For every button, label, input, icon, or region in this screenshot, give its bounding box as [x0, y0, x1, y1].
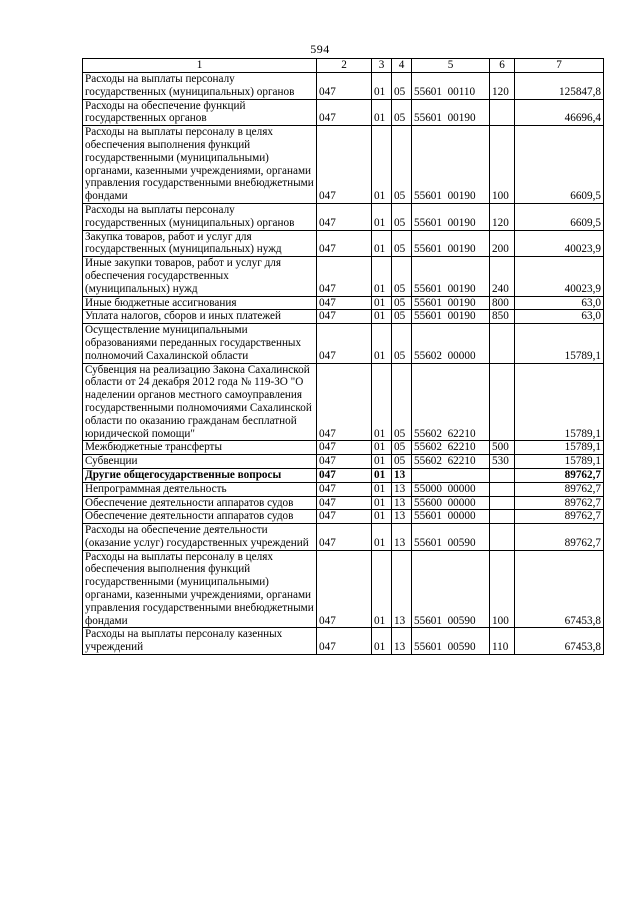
table-row: [83, 99, 604, 126]
section-code-cell: 01: [372, 310, 392, 324]
expense-type-cell: [490, 482, 515, 496]
section-code-cell: 01: [372, 524, 392, 551]
subsection-code-cell: 13: [392, 510, 412, 524]
expense-type-cell: 800: [490, 296, 515, 310]
section-code-cell: 01: [372, 257, 392, 296]
column-number-row: [83, 59, 604, 73]
subsection-code-cell: 13: [392, 550, 412, 628]
ministry-code-cell: 047: [317, 257, 372, 296]
line-item-name: Расходы на выплаты персоналу казенных учреждений: [83, 628, 317, 655]
expense-type-cell: 850: [490, 310, 515, 324]
ministry-code-cell: 047: [317, 524, 372, 551]
expense-type-cell: [490, 468, 515, 482]
amount-cell: 89762,7: [515, 524, 604, 551]
ministry-code-cell: 047: [317, 510, 372, 524]
ministry-code-cell: 047: [317, 482, 372, 496]
table-row: [83, 524, 604, 551]
section-code-cell: 01: [372, 73, 392, 100]
target-article-cell: 55602 62210: [412, 363, 490, 441]
expense-type-cell: 110: [490, 628, 515, 655]
line-item-name: Непрограммная деятельность: [83, 482, 317, 496]
amount-cell: 15789,1: [515, 441, 604, 455]
section-code-cell: 01: [372, 496, 392, 510]
table-row: [83, 550, 604, 628]
table-row: [83, 203, 604, 230]
subsection-code-cell: 13: [392, 524, 412, 551]
table-row: [83, 296, 604, 310]
budget-table: [82, 58, 604, 655]
subsection-code-cell: 05: [392, 455, 412, 469]
line-item-name: Обеспечение деятельности аппаратов судов: [83, 496, 317, 510]
section-code-cell: 01: [372, 296, 392, 310]
table-row: [83, 455, 604, 469]
subsection-code-cell: 05: [392, 230, 412, 257]
line-item-name: Субвенция на реализацию Закона Сахалинской области от 24 декабря 2012 года № 119-ЗО "О наделении органов местного самоуправления государственными полномочиями Сахалинской области по оказанию гражданам бесплатной юридической помощи": [83, 363, 317, 441]
section-code-cell: 01: [372, 482, 392, 496]
expense-type-cell: [490, 324, 515, 363]
amount-cell: 67453,8: [515, 628, 604, 655]
column-header: 1: [83, 59, 317, 73]
amount-cell: 63,0: [515, 310, 604, 324]
target-article-cell: 55601 00590: [412, 524, 490, 551]
target-article-cell: 55600 00000: [412, 496, 490, 510]
ministry-code-cell: 047: [317, 628, 372, 655]
section-code-cell: 01: [372, 455, 392, 469]
line-item-name: Другие общегосударственные вопросы: [83, 468, 317, 482]
line-item-name: Уплата налогов, сборов и иных платежей: [83, 310, 317, 324]
ministry-code-cell: 047: [317, 126, 372, 204]
column-header: 5: [412, 59, 490, 73]
table-row: [83, 230, 604, 257]
subsection-code-cell: 05: [392, 310, 412, 324]
target-article-cell: 55601 00110: [412, 73, 490, 100]
section-code-cell: 01: [372, 203, 392, 230]
ministry-code-cell: 047: [317, 496, 372, 510]
target-article-cell: 55601 00000: [412, 510, 490, 524]
expense-type-cell: 500: [490, 441, 515, 455]
table-row: [83, 496, 604, 510]
amount-cell: 46696,4: [515, 99, 604, 126]
subsection-code-cell: 13: [392, 496, 412, 510]
section-code-cell: 01: [372, 510, 392, 524]
expense-type-cell: [490, 510, 515, 524]
expense-type-cell: [490, 496, 515, 510]
amount-cell: 40023,9: [515, 230, 604, 257]
expense-type-cell: [490, 524, 515, 551]
line-item-name: Расходы на выплаты персоналу в целях обеспечения выполнения функций государственными (муниципальными) органами, казенными учреждениями, органами управления государственными внебюджетными фондами: [83, 126, 317, 204]
line-item-name: Расходы на обеспечение функций государственных органов: [83, 99, 317, 126]
subsection-code-cell: 05: [392, 363, 412, 441]
expense-type-cell: 240: [490, 257, 515, 296]
amount-cell: 89762,7: [515, 510, 604, 524]
target-article-cell: 55601 00190: [412, 257, 490, 296]
ministry-code-cell: 047: [317, 73, 372, 100]
ministry-code-cell: 047: [317, 468, 372, 482]
line-item-name: Субвенции: [83, 455, 317, 469]
expense-type-cell: [490, 363, 515, 441]
line-item-name: Межбюджетные трансферты: [83, 441, 317, 455]
subsection-code-cell: 05: [392, 324, 412, 363]
target-article-cell: 55601 00190: [412, 126, 490, 204]
table-row: [83, 468, 604, 482]
target-article-cell: 55601 00190: [412, 99, 490, 126]
section-code-cell: 01: [372, 468, 392, 482]
line-item-name: Иные закупки товаров, работ и услуг для обеспечения государственных (муниципальных) нужд: [83, 257, 317, 296]
section-code-cell: 01: [372, 441, 392, 455]
section-code-cell: 01: [372, 126, 392, 204]
subsection-code-cell: 05: [392, 257, 412, 296]
subsection-code-cell: 05: [392, 441, 412, 455]
ministry-code-cell: 047: [317, 550, 372, 628]
table-row: [83, 310, 604, 324]
section-code-cell: 01: [372, 550, 392, 628]
expense-type-cell: 530: [490, 455, 515, 469]
section-code-cell: 01: [372, 99, 392, 126]
target-article-cell: 55601 00190: [412, 230, 490, 257]
table-row: [83, 363, 604, 441]
table-row: [83, 441, 604, 455]
target-article-cell: 55601 00590: [412, 550, 490, 628]
subsection-code-cell: 05: [392, 99, 412, 126]
target-article-cell: 55601 00190: [412, 296, 490, 310]
subsection-code-cell: 05: [392, 296, 412, 310]
ministry-code-cell: 047: [317, 203, 372, 230]
amount-cell: 63,0: [515, 296, 604, 310]
ministry-code-cell: 047: [317, 230, 372, 257]
amount-cell: 15789,1: [515, 363, 604, 441]
subsection-code-cell: 13: [392, 482, 412, 496]
amount-cell: 89762,7: [515, 496, 604, 510]
amount-cell: 67453,8: [515, 550, 604, 628]
subsection-code-cell: 05: [392, 126, 412, 204]
amount-cell: 15789,1: [515, 455, 604, 469]
target-article-cell: 55601 00190: [412, 310, 490, 324]
target-article-cell: 55602 62210: [412, 455, 490, 469]
subsection-code-cell: 05: [392, 73, 412, 100]
ministry-code-cell: 047: [317, 363, 372, 441]
line-item-name: Закупка товаров, работ и услуг для государственных (муниципальных) нужд: [83, 230, 317, 257]
table-row: [83, 257, 604, 296]
table-row: [83, 324, 604, 363]
amount-cell: 6609,5: [515, 126, 604, 204]
ministry-code-cell: 047: [317, 310, 372, 324]
table-row: [83, 510, 604, 524]
line-item-name: Расходы на выплаты персоналу государственных (муниципальных) органов: [83, 203, 317, 230]
column-header: 4: [392, 59, 412, 73]
column-header: 3: [372, 59, 392, 73]
amount-cell: 40023,9: [515, 257, 604, 296]
ministry-code-cell: 047: [317, 441, 372, 455]
expense-type-cell: [490, 99, 515, 126]
line-item-name: Расходы на обеспечение деятельности (оказание услуг) государственных учреждений: [83, 524, 317, 551]
line-item-name: Расходы на выплаты персоналу в целях обеспечения выполнения функций государственными (муниципальными) органами, казенными учреждениями, органами управления государственными внебюджетными фондами: [83, 550, 317, 628]
subsection-code-cell: 13: [392, 468, 412, 482]
target-article-cell: 55602 62210: [412, 441, 490, 455]
line-item-name: Осуществление муниципальными образованиями переданных государственных полномочий Сахалинской области: [83, 324, 317, 363]
amount-cell: 89762,7: [515, 468, 604, 482]
expense-type-cell: 120: [490, 73, 515, 100]
target-article-cell: 55601 00190: [412, 203, 490, 230]
line-item-name: Расходы на выплаты персоналу государственных (муниципальных) органов: [83, 73, 317, 100]
expense-type-cell: 100: [490, 126, 515, 204]
table-row: [83, 73, 604, 100]
amount-cell: 6609,5: [515, 203, 604, 230]
expense-type-cell: 200: [490, 230, 515, 257]
subsection-code-cell: 13: [392, 628, 412, 655]
target-article-cell: 55601 00590: [412, 628, 490, 655]
section-code-cell: 01: [372, 628, 392, 655]
expense-type-cell: 120: [490, 203, 515, 230]
ministry-code-cell: 047: [317, 455, 372, 469]
table-row: [83, 126, 604, 204]
table-row: [83, 482, 604, 496]
target-article-cell: 55602 00000: [412, 324, 490, 363]
column-header: 7: [515, 59, 604, 73]
line-item-name: Обеспечение деятельности аппаратов судов: [83, 510, 317, 524]
amount-cell: 125847,8: [515, 73, 604, 100]
target-article-cell: [412, 468, 490, 482]
ministry-code-cell: 047: [317, 296, 372, 310]
section-code-cell: 01: [372, 363, 392, 441]
page-number: 594: [310, 42, 330, 56]
column-header: 2: [317, 59, 372, 73]
ministry-code-cell: 047: [317, 99, 372, 126]
section-code-cell: 01: [372, 230, 392, 257]
table-row: [83, 628, 604, 655]
column-header: 6: [490, 59, 515, 73]
expense-type-cell: 100: [490, 550, 515, 628]
target-article-cell: 55000 00000: [412, 482, 490, 496]
subsection-code-cell: 05: [392, 203, 412, 230]
ministry-code-cell: 047: [317, 324, 372, 363]
section-code-cell: 01: [372, 324, 392, 363]
line-item-name: Иные бюджетные ассигнования: [83, 296, 317, 310]
amount-cell: 15789,1: [515, 324, 604, 363]
amount-cell: 89762,7: [515, 482, 604, 496]
